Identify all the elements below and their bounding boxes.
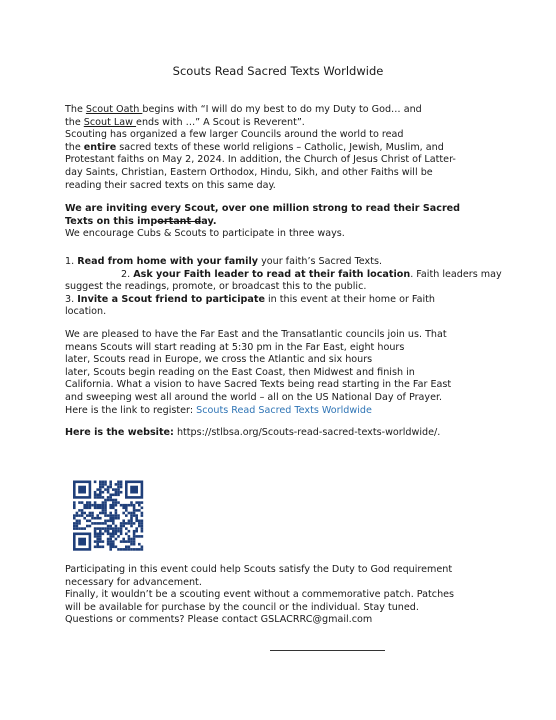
ways-list: 1. Read from home with your family your faith’s Sacred Texts. 2. Ask your Faith leader to read at their faith location. Faith leaders may suggest the readings, promote, or broadcast this to the public. 3. Invite a Scout friend to participate in this event at their home or Faith location.: [65, 256, 505, 319]
list-item: 1. Read from home with your family your faith’s Sacred Texts.: [65, 256, 383, 267]
qr-code-icon[interactable]: [65, 480, 151, 552]
list-item: 3. Invite a Scout friend to participate in this event at their home or Faith: [65, 293, 435, 305]
signature-line: [270, 650, 385, 651]
website-line: Here is the website: https://stlbsa.org/Scouts-read-sacred-texts-worldwide/.: [65, 427, 441, 438]
website-url[interactable]: https://stlbsa.org/Scouts-read-sacred-texts-worldwide/.: [173, 427, 441, 438]
intro-paragraph: The Scout Oath begins with “I will do my best to do my Duty to God… and the Scout Law ends with …” A Scout is Reverent”. Scouting has organized a few larger Councils around the world to read the entire sacred texts of these world religions – Catholic, Jewish, Muslim, and Protestant faiths on May 2, 2024. In addition, the Church of Jesus Christ of Latter- day Saints, Christian, Eastern Orthodox, Hindu, Sikh, and other Faiths will be reading their sacred texts on this same day.: [65, 104, 456, 191]
list-item: 2. Ask your Faith leader to read at their faith location. Faith leaders may: [121, 268, 502, 280]
councils-paragraph: We are pleased to have the Far East and the Transatlantic councils join us. That means Scouts will start reading at 5:30 pm in the Far East, eight hours later, Scouts read in Europe, we cross the Atlantic and six hours later, Scouts begin reading on the East Coast, then Midwest and finish in California. What a vision to have Sacred Texts being read starting in the Far East and sweeping west all around the world – all on the US National Day of Prayer. Here is the link to register: Scouts Read Sacred Texts Worldwide: [65, 329, 452, 416]
register-link[interactable]: Scouts Read Sacred Texts Worldwide: [196, 404, 372, 416]
scout-oath-link[interactable]: Scout Oath: [85, 104, 143, 115]
page-title: Scouts Read Sacred Texts Worldwide: [172, 64, 384, 78]
closing-paragraph: Participating in this event could help Scouts satisfy the Duty to God requirement necessary for advancement. Finally, it wouldn’t be a scouting event without a commemorative patch. Patches will be available for purchase by the council or the individual. Stay tuned. Questions or comments? Please contact GSLACRRC@gmail.com: [65, 564, 455, 626]
invite-paragraph: We are inviting every Scout, over one million strong to read their Sacred Texts on this important day. We encourage Cubs & Scouts to participate in three ways.: [65, 203, 461, 240]
scout-law-link[interactable]: Scout Law: [83, 116, 137, 128]
